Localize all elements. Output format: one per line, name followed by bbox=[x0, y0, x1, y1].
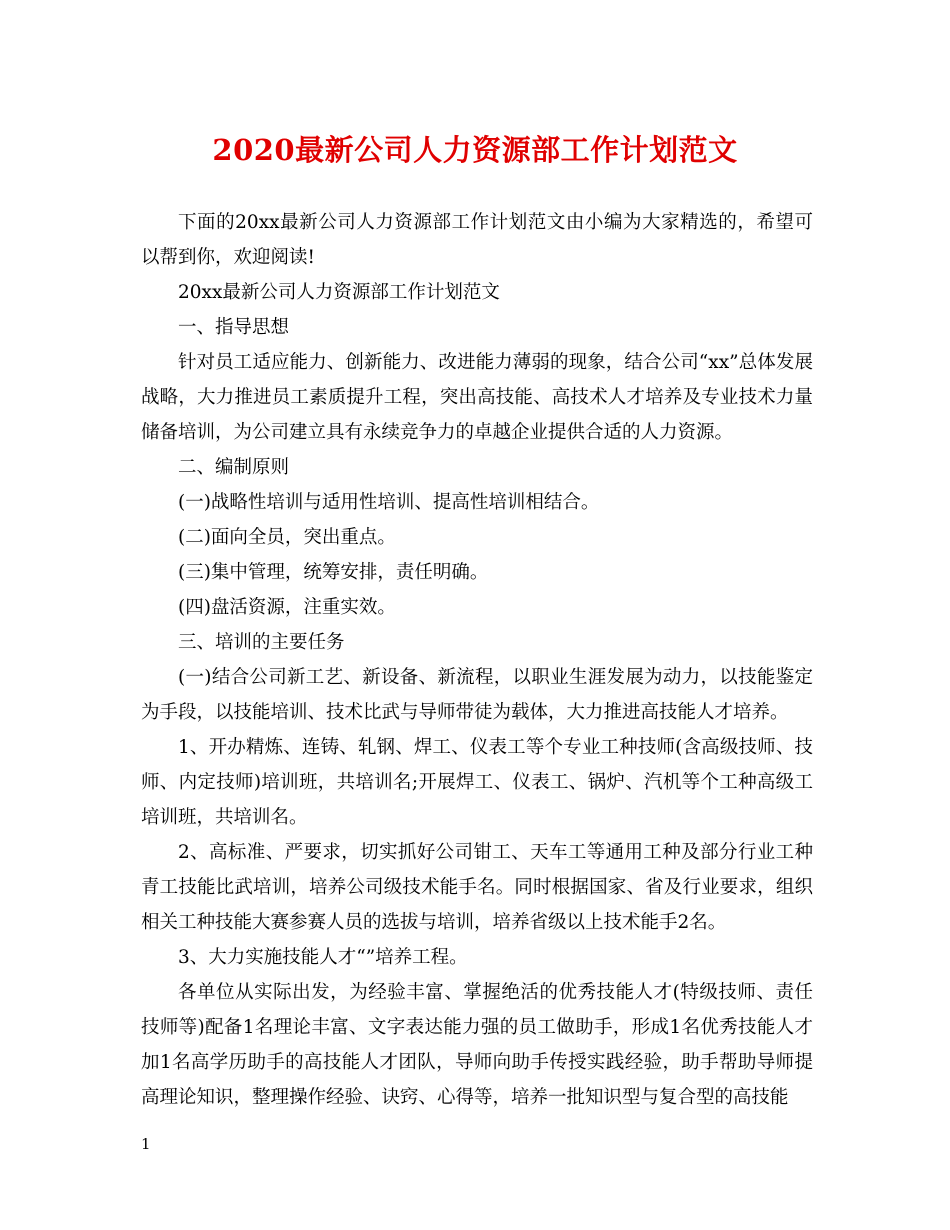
document-body bbox=[141, 205, 813, 1115]
document-title: 2020最新公司人力资源部工作计划范文 bbox=[212, 133, 738, 167]
body-paragraph: 各单位从实际出发，为经验丰富、掌握绝活的优秀技能人才(特级技师、责任技师等)配备1名理论丰富、文字表达能力强的员工做助手，形成1名优秀技能人才加1名高学历助手的高技能人才团队，导师向助手传授实践经验，助手帮助导师提高理论知识，整理操作经验、诀窍、心得等，培养一批知识型与复合型的高技能 bbox=[141, 982, 813, 1108]
body-paragraph: 针对员工适应能力、创新能力、改进能力薄弱的现象，结合公司“xx”总体发展战略，大力推进员工素质提升工程，突出高技能、高技术人才培养及专业技术力量储备培训，为公司建立具有永续竞争力的卓越企业提供合适的人力资源。 bbox=[141, 352, 813, 443]
task-paragraph: (一)结合公司新工艺、新设备、新流程，以职业生涯发展为动力，以技能鉴定为手段，以技能培训、技术比武与导师带徒为载体，大力推进高技能人才培养。 bbox=[141, 667, 813, 723]
section-heading-guiding-principle: 一、指导思想 bbox=[178, 317, 290, 338]
task-item-3: 3、大力实施技能人才“”培养工程。 bbox=[178, 947, 468, 968]
subtitle-paragraph: 20xx最新公司人力资源部工作计划范文 bbox=[178, 282, 500, 303]
principle-item-3: (三)集中管理，统筹安排，责任明确。 bbox=[178, 562, 489, 583]
principle-item-1: (一)战略性培训与适用性培训、提高性培训相结合。 bbox=[178, 492, 600, 513]
intro-paragraph: 下面的20xx最新公司人力资源部工作计划范文由小编为大家精选的，希望可以帮到你，欢迎阅读! bbox=[141, 212, 813, 268]
principle-item-4: (四)盘活资源，注重实效。 bbox=[178, 597, 396, 618]
section-heading-compilation-principles: 二、编制原则 bbox=[178, 457, 290, 478]
section-heading-main-tasks: 三、培训的主要任务 bbox=[178, 632, 345, 653]
page-number: 1 bbox=[141, 1135, 151, 1153]
principle-item-2: (二)面向全员，突出重点。 bbox=[178, 527, 396, 548]
task-item-1: 1、开办精炼、连铸、轧钢、焊工、仪表工等个专业工种技师(含高级技师、技师、内定技师)培训班，共培训名;开展焊工、仪表工、锅炉、汽机等个工种高级工培训班，共培训名。 bbox=[141, 737, 813, 828]
task-item-2: 2、高标准、严要求，切实抓好公司钳工、天车工等通用工种及部分行业工种青工技能比武培训，培养公司级技术能手名。同时根据国家、省及行业要求，组织相关工种技能大赛参赛人员的选拔与培训，培养省级以上技术能手2名。 bbox=[141, 842, 813, 933]
